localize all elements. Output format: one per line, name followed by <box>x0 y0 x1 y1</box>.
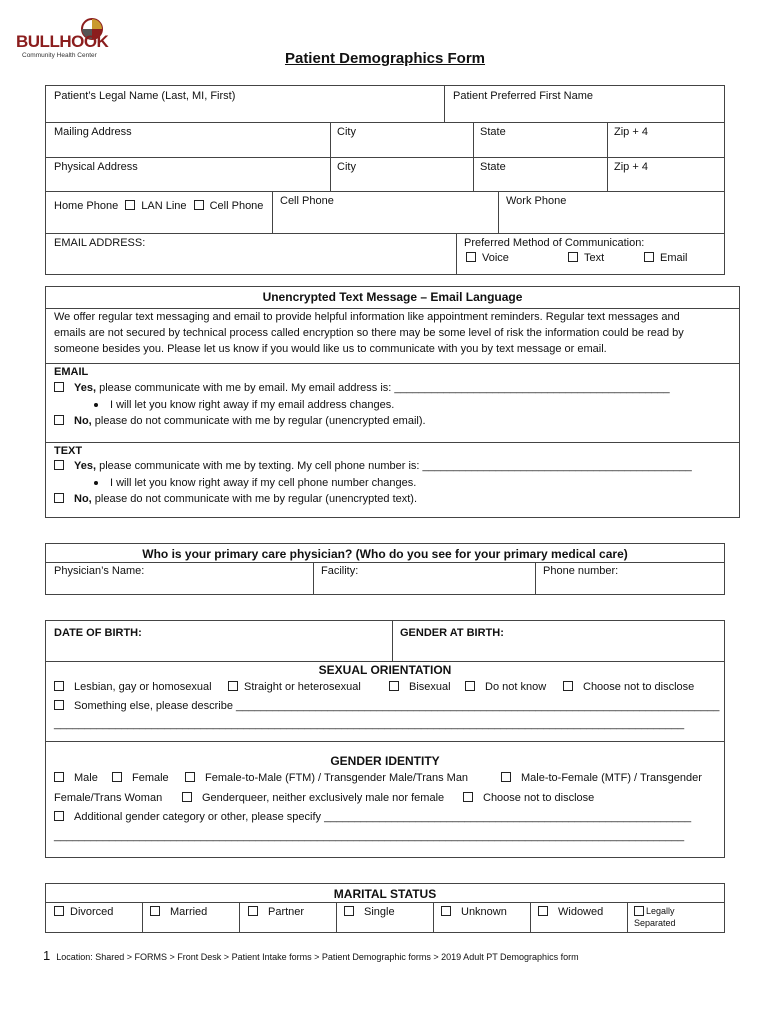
marital-separated[interactable] <box>634 905 676 929</box>
email-checkbox[interactable] <box>644 252 654 262</box>
lan-line-checkbox[interactable] <box>125 200 135 210</box>
marital-partner-checkbox[interactable] <box>248 906 258 916</box>
text-option[interactable] <box>568 252 604 264</box>
text-no-text: please do not communicate with me by regular (unencrypted text). <box>94 493 418 505</box>
marital-single-label: Single <box>364 906 395 918</box>
identity-female-checkbox[interactable] <box>112 772 122 782</box>
voice-option[interactable] <box>466 252 509 264</box>
identity-ftm-checkbox[interactable] <box>185 772 195 782</box>
marital-table <box>45 883 725 933</box>
orientation-nodisclose-label: Choose not to disclose <box>583 681 695 693</box>
physical-zip-field[interactable]: Zip + 4 <box>614 161 648 173</box>
work-phone-field[interactable]: Work Phone <box>506 195 567 207</box>
identity-genderqueer-checkbox[interactable] <box>182 792 192 802</box>
text-yes-bold: Yes, <box>74 460 97 472</box>
email-option[interactable] <box>644 252 688 264</box>
voice-label: Voice <box>482 252 509 264</box>
orientation-bisexual-label: Bisexual <box>409 681 451 693</box>
text-section-label: TEXT <box>54 445 83 457</box>
orientation-unknown-checkbox[interactable] <box>465 681 475 691</box>
marital-separated-label: Separated <box>634 918 676 928</box>
unencrypted-para-3: someone besides you. Please let us know if you would like us to communicate with you by text message or email. <box>54 343 607 355</box>
identity-mtf-cont: Female/Trans Woman <box>54 792 163 804</box>
orientation-unknown[interactable] <box>465 681 546 693</box>
page-title: Patient Demographics Form <box>284 50 486 67</box>
cell-phone-option-label: Cell Phone <box>209 200 264 212</box>
identity-nodisclose[interactable] <box>463 792 594 804</box>
marital-widowed-label: Widowed <box>558 906 604 918</box>
physician-facility-field[interactable]: Facility: <box>321 565 359 577</box>
identity-other[interactable] <box>54 811 691 823</box>
identity-mtf-label: Male-to-Female (MTF) / Transgender <box>521 772 702 784</box>
marital-legally-label: Legally <box>646 906 675 916</box>
physical-city-field[interactable]: City <box>337 161 356 173</box>
orientation-unknown-label: Do not know <box>485 681 547 693</box>
identity-other-checkbox[interactable] <box>54 811 64 821</box>
text-yes-text: please communicate with me by texting. My cell phone number is: ____________________________________________ <box>99 460 692 472</box>
marital-single-checkbox[interactable] <box>344 906 354 916</box>
orientation-straight-checkbox[interactable] <box>228 681 238 691</box>
unencrypted-para-1: We offer regular text messaging and email to provide helpful information like appointment reminders. Regular text messages and <box>54 311 680 323</box>
orientation-lesbian-label: Lesbian, gay or homosexual <box>74 681 212 693</box>
orientation-bisexual-checkbox[interactable] <box>389 681 399 691</box>
marital-married[interactable] <box>150 906 207 918</box>
text-label: Text <box>584 252 605 264</box>
physician-table <box>45 543 725 595</box>
identity-mtf[interactable] <box>501 772 702 784</box>
identity-ftm-label: Female-to-Male (FTM) / Transgender Male/Trans Man <box>205 772 469 784</box>
physician-phone-field[interactable]: Phone number: <box>543 565 619 577</box>
unencrypted-section <box>45 286 740 518</box>
text-yes-checkbox[interactable] <box>54 460 64 470</box>
email-yes-checkbox[interactable] <box>54 382 64 392</box>
identity-nodisclose-checkbox[interactable] <box>463 792 473 802</box>
identity-male[interactable] <box>54 772 98 784</box>
email-no-checkbox[interactable] <box>54 415 64 425</box>
legal-name-field[interactable]: Patient’s Legal Name (Last, MI, First) <box>54 90 236 102</box>
email-field[interactable]: EMAIL ADDRESS: <box>54 237 146 249</box>
marital-married-label: Married <box>170 906 208 918</box>
physical-state-field[interactable]: State <box>480 161 506 173</box>
identity-mtf-checkbox[interactable] <box>501 772 511 782</box>
home-phone-label: Home Phone <box>54 200 119 212</box>
page-number: 1 <box>43 948 51 963</box>
footer <box>43 948 579 963</box>
orientation-straight-label: Straight or heterosexual <box>244 681 361 693</box>
cell-phone-field[interactable]: Cell Phone <box>280 195 334 207</box>
mailing-city-field[interactable]: City <box>337 126 356 138</box>
email-no-option[interactable] <box>54 415 426 427</box>
orientation-other-text: Something else, please describe _______________________________________________________________________________ <box>74 700 720 712</box>
email-no-bold: No, <box>74 415 92 427</box>
unencrypted-para-2: emails are not secured by technical process called encryption so there may be some level of risk the information could be read by <box>54 327 684 339</box>
footer-location: Location: Shared > FORMS > Front Desk > Patient Intake forms > Patient Demographic forms > 2019 Adult PT Demographics form <box>56 952 579 962</box>
email-bullet <box>94 399 394 411</box>
identity-nodisclose-label: Choose not to disclose <box>483 792 595 804</box>
orientation-nodisclose[interactable] <box>563 681 694 693</box>
identity-male-label: Male <box>74 772 98 784</box>
marital-unknown[interactable] <box>441 906 507 918</box>
text-checkbox[interactable] <box>568 252 578 262</box>
text-yes-option[interactable] <box>54 460 692 472</box>
cell-phone-checkbox[interactable] <box>194 200 204 210</box>
marital-widowed[interactable] <box>538 906 603 918</box>
identity-other-text: Additional gender category or other, please specify ____________________________________________________________ <box>74 811 692 823</box>
marital-partner-label: Partner <box>268 906 305 918</box>
physician-name-field[interactable]: Physician’s Name: <box>54 565 145 577</box>
email-option-label: Email <box>660 252 688 264</box>
identity-female-label: Female <box>132 772 169 784</box>
text-no-option[interactable] <box>54 493 417 505</box>
mailing-zip-field[interactable]: Zip + 4 <box>614 126 648 138</box>
orientation-straight[interactable] <box>228 681 361 693</box>
orientation-bisexual[interactable] <box>389 681 451 693</box>
physician-header: Who is your primary care physician? (Who do you see for your primary medical care) <box>142 547 628 561</box>
marital-married-checkbox[interactable] <box>150 906 160 916</box>
unencrypted-header: Unencrypted Text Message – Email Language <box>262 290 523 304</box>
orientation-lesbian[interactable] <box>54 681 212 693</box>
mailing-state-field[interactable]: State <box>480 126 506 138</box>
demographics-table <box>45 620 725 858</box>
orientation-header: SEXUAL ORIENTATION <box>318 663 452 677</box>
email-yes-option[interactable] <box>54 382 670 394</box>
marital-single[interactable] <box>344 906 395 918</box>
physical-address-field[interactable]: Physical Address <box>54 161 138 173</box>
marital-divorced-label: Divorced <box>70 906 114 918</box>
identity-line[interactable]: _______________________________________________________________________________________________________ <box>54 830 685 842</box>
orientation-other-checkbox[interactable] <box>54 700 64 710</box>
marital-divorced[interactable] <box>54 906 113 918</box>
home-phone-row <box>48 196 272 226</box>
dob-field[interactable]: DATE OF BIRTH: <box>54 627 142 639</box>
text-no-bold: No, <box>74 493 92 505</box>
text-no-checkbox[interactable] <box>54 493 64 503</box>
identity-genderqueer-label: Genderqueer, neither exclusively male nor female <box>202 792 445 804</box>
orientation-other[interactable] <box>54 700 719 712</box>
identity-ftm[interactable] <box>185 772 468 784</box>
identity-male-checkbox[interactable] <box>54 772 64 782</box>
email-section-label: EMAIL <box>54 366 89 378</box>
email-bullet-text: I will let you know right away if my email address changes. <box>110 399 395 411</box>
orientation-nodisclose-checkbox[interactable] <box>563 681 573 691</box>
email-no-text: please do not communicate with me by regular (unencrypted email). <box>94 415 426 427</box>
gender-birth-field[interactable]: GENDER AT BIRTH: <box>400 627 504 639</box>
marital-unknown-label: Unknown <box>461 906 507 918</box>
marital-widowed-checkbox[interactable] <box>538 906 548 916</box>
email-yes-bold: Yes, <box>74 382 97 394</box>
text-bullet-text: I will let you know right away if my cell phone number changes. <box>110 477 417 489</box>
orientation-lesbian-checkbox[interactable] <box>54 681 64 691</box>
logo-text: BULLHOOK <box>16 32 109 51</box>
logo-subtitle: Community Health Center <box>22 52 97 59</box>
marital-header: MARITAL STATUS <box>333 887 437 901</box>
identity-female[interactable] <box>112 772 169 784</box>
identity-genderqueer[interactable] <box>182 792 444 804</box>
marital-divorced-checkbox[interactable] <box>54 906 64 916</box>
marital-separated-checkbox[interactable] <box>634 906 644 916</box>
voice-checkbox[interactable] <box>466 252 476 262</box>
lan-line-label: LAN Line <box>141 200 187 212</box>
text-bullet <box>94 477 416 489</box>
contact-table <box>45 85 725 275</box>
mailing-address-field[interactable]: Mailing Address <box>54 126 132 138</box>
preferred-method-label: Preferred Method of Communication: <box>464 237 645 249</box>
orientation-line[interactable]: _______________________________________________________________________________________________________ <box>54 718 685 730</box>
marital-partner[interactable] <box>248 906 304 918</box>
marital-unknown-checkbox[interactable] <box>441 906 451 916</box>
identity-header: GENDER IDENTITY <box>330 754 440 768</box>
preferred-name-field[interactable]: Patient Preferred First Name <box>453 90 593 102</box>
email-yes-text: please communicate with me by email. My email address is: _____________________________________________ <box>99 382 670 394</box>
